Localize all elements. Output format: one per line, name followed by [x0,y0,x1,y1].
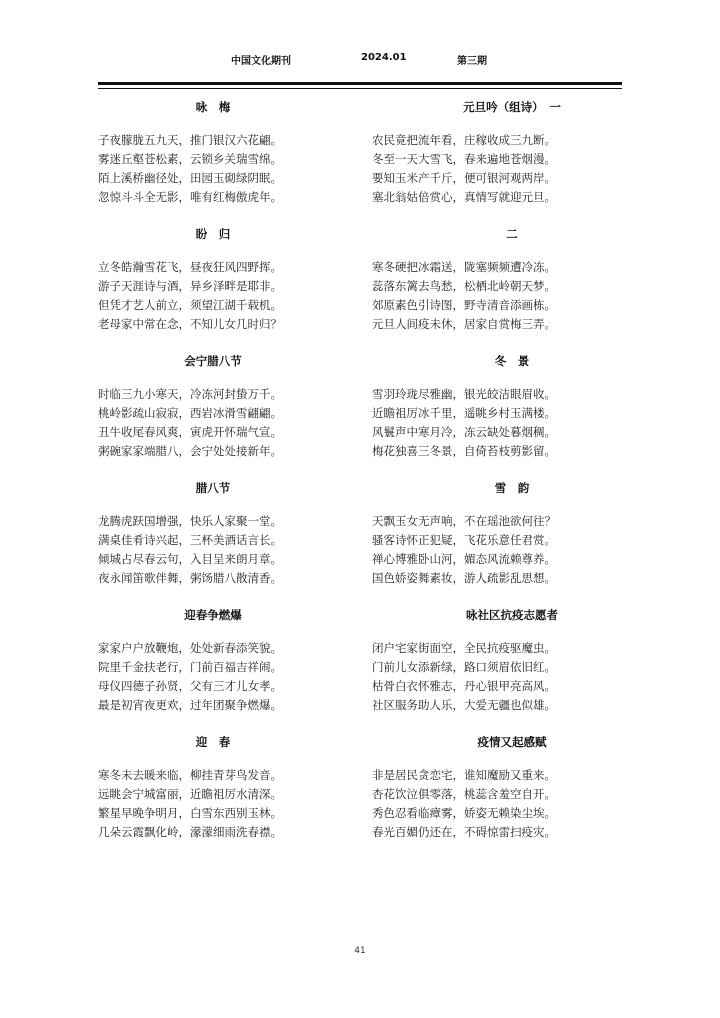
poem [372,479,632,606]
poem-line: 蕊落东篱去鸟愁，松栖北岭朝天梦。 [372,279,556,293]
poem-line: 禅心博雅卧山河，媚态风流赖尊养。 [372,552,556,566]
poem-line: 杏花饮泣俱零落，桃蕊含羞空自开。 [372,787,556,801]
poem-line: 院里千金扶老行，门前百福吉祥闹。 [98,660,282,674]
poem-line: 塞北翁姑倍赏心，真情写就迎元旦。 [372,190,556,204]
poem-line: 忽惊斗斗全无影，唯有红梅傲虎年。 [98,190,282,204]
poem [98,606,358,733]
poem-line: 母仪四德子孙贤，父有三才儿女孝。 [98,679,282,693]
right-column [372,98,632,860]
poem-title: 雪 韵 [494,481,530,495]
poem-line: 秀色忍看临瘴雾，娇姿无赖染尘埃。 [372,806,556,820]
poem-line: 闭户宅家街面空，全民抗疫驱魔虫。 [372,641,556,655]
poem-line: 时临三九小寒天，冷冻河封蛰万千。 [98,387,282,401]
poem-line: 几朵云霞飘化岭，濛濛细雨洗春襟。 [98,825,282,839]
poem-line: 陌上溪桥幽径处，田园玉砌绿阴眠。 [98,171,282,185]
poem-line: 春光百媚仍还在，不碍惊雷扫疫灾。 [372,825,556,839]
poem-line: 雪羽玲珑尽雅幽，银光皎洁眼眉收。 [372,387,556,401]
header-rule-thick [98,82,622,85]
poem-line: 近瞻祖厉冰千里，遥眺乡村玉满楼。 [372,406,556,420]
poem-title: 迎 春 [195,735,231,749]
poem-line: 家家户户放鞭炮，处处新春添笑貌。 [98,641,282,655]
poem-line: 满桌佳肴诗兴起，三杯美酒话言长。 [98,533,282,547]
poem [372,606,632,733]
issue-number: 第三期 [457,56,487,67]
poem-line: 游子天涯诗与酒，异乡泽畔是耶非。 [98,279,282,293]
poem-title: 会宁腊八节 [184,354,242,368]
poem-title: 二 [506,227,518,241]
poem-line: 远眺会宁城富丽，近瞻祖厉水清深。 [98,787,282,801]
poem-line: 门前儿女添新绿，路口须眉依旧红。 [372,660,556,674]
poem-title: 元旦吟（组诗） 一 [463,100,561,114]
poem-line: 元旦人间疫未休，居家自赏梅三弄。 [372,317,556,331]
poem [98,98,358,225]
poem-line: 枯骨白衣怀雅志，丹心银甲亮高风。 [372,679,556,693]
poem-title: 咏社区抗疫志愿者 [466,608,558,622]
poem-title: 疫情又起感赋 [477,735,547,749]
poem-title: 腊八节 [195,481,231,495]
poem [372,733,632,860]
header-rule-thin [98,88,622,89]
poem [98,352,358,479]
poem-line: 骚客诗怀正犯疑，飞花乐意任君赏。 [372,533,556,547]
page-header [0,52,720,70]
poem-line: 粥碗家家端腊八，会宁处处接新年。 [98,444,282,458]
poem-line: 郊原素色引诗图，野寺清音添画栋。 [372,298,556,312]
page-number: 41 [354,946,366,956]
poem [98,225,358,352]
poem-line: 寒冬未去暖来临，柳挂青芽鸟发音。 [98,768,282,782]
poem [372,352,632,479]
poem-line: 冬至一天大雪飞，春来遍地苍烟漫。 [372,152,556,166]
poem [98,733,358,860]
poem-line: 雾迷丘壑苍松素，云锁乡关瑞雪绵。 [98,152,282,166]
poem-title: 迎春争燃爆 [184,608,242,622]
poem-title: 咏 梅 [195,100,231,114]
poem-line: 社区服务助人乐，大爱无疆也似雄。 [372,698,556,712]
poem-line: 立冬皓瀚雪花飞，昼夜狂风四野挥。 [98,260,282,274]
left-column [98,98,358,860]
poem-line: 最是初宵夜更欢，过年团聚争燃爆。 [98,698,282,712]
poem-line: 天飘玉女无声响，不在瑶池欲何往？ [372,514,556,528]
poem-line: 倾城占尽春云句，入目呈来朗月章。 [98,552,282,566]
poem-line: 但凭才艺人前立，须望江湖千载机。 [98,298,282,312]
poem-line: 繁星早晚争明月，白雪东西别玉林。 [98,806,282,820]
issue-date: 2024.01 [361,52,407,63]
poem [372,225,632,352]
poem-title: 冬 景 [494,354,530,368]
poem-line: 夜永闻笛歌伴舞，粥饧腊八散清香。 [98,571,282,585]
poem-line: 寒冬硬把冰霜送，陇塞频频遭冷冻。 [372,260,556,274]
poem [372,98,632,225]
poem-line: 丑牛收尾春风爽，寅虎开怀瑞气宣。 [98,425,282,439]
journal-name: 中国文化期刊 [231,56,291,67]
poem-line: 桃岭影疏山寂寂，西岩冰滑雪翩翩。 [98,406,282,420]
poem [98,479,358,606]
poem-title: 盼 归 [195,227,231,241]
poem-line: 非是居民贪恋宅，谁知魔励又重来。 [372,768,556,782]
poem-line: 要知玉米产千斤，便可银河观两岸。 [372,171,556,185]
poem-line: 国色娇姿舞素妆，游人疏影乱思想。 [372,571,556,585]
poem-line: 子夜朦胧五九天，推门银汉六花翩。 [98,133,282,147]
poem-line: 农民竟把流年看，庄稼收成三九断。 [372,133,556,147]
poem-line: 老母家中常在念，不知儿女几时归？ [98,317,282,331]
poem-line: 梅花独喜三冬景，自倚苔枝剪影留。 [372,444,556,458]
poem-line: 龙腾虎跃国增强，快乐人家聚一堂。 [98,514,282,528]
poem-line: 风鬟声中寒月冷，冻云缺处暮烟稠。 [372,425,556,439]
